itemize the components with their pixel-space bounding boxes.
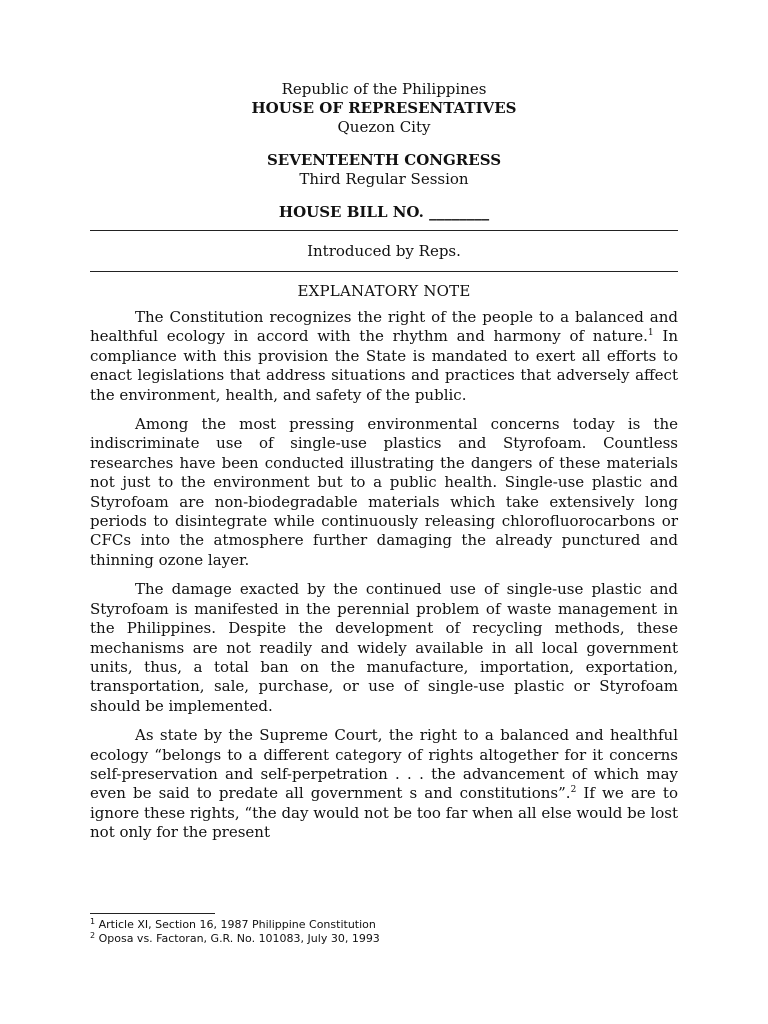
republic-line: Republic of the Philippines [281,80,487,98]
congress-line: SEVENTEENTH CONGRESS [266,151,502,169]
paragraph-4: As state by the Supreme Court, the right to a balanced and healthful ecology “belongs to a different category of rights altogether for it concerns self-preservation and self-perpetration . . . the advancement of which may even be said to predate all government s and constitutions”.$^2$ If we are to ignore these rights, “the day would not be too far when all else would be lost not only for the present [90,726,678,842]
footnotes [90,918,380,946]
footnote-ref-2: 2 [570,785,577,796]
paragraph-2: Among the most pressing environmental concerns today is the indiscriminate use of single-use plastics and Styrofoam. Countless researches have been conducted illustrating the dangers of these materials not just to the environment but to a public health. Single-use plastic and Styrofoam are non-biodegradable materials which take extensively long periods to disintegrate while continuously releasing chlorofluorocarbons or CFCs into the atmosphere further damaging the already punctured and thinning ozone layer. [90,415,678,569]
footnote-2: $^2$ Oposa vs. Factoran, G.R. No. 101083, July 30, 1993 [90,931,380,945]
footnote-ref-1: 1 [647,328,654,339]
footnote-divider [90,913,215,914]
paragraph-3: The damage exacted by the continued use of single-use plastic and Styrofoam is manifested in the perennial problem of waste management in the Philippines. Despite the development of recycling methods, these mechanisms are not readily and widely available in all local government units, thus, a total ban on the manufacture, importation, exportation, transportation, sale, purchase, or use of single-use plastic or Styrofoam should be implemented. [90,580,678,715]
house-line: HOUSE OF REPRESENTATIVES [251,99,517,117]
introduced-line: Introduced by Reps. [307,242,461,260]
explanatory-note-title: EXPLANATORY NOTE [297,282,471,300]
divider-bottom [90,271,678,272]
bill-number: HOUSE BILL NO. ________ [278,203,490,221]
city-line: Quezon City [337,118,431,136]
session-line: Third Regular Session [299,170,469,188]
paragraph-1: The Constitution recognizes the right of the people to a balanced and healthful ecology in accord with the rhythm and harmony of nature.$^1$ In compliance with this provision the State is mandated to exert all efforts to enact legislations that address situations and practices that adversely affect the environment, health, and safety of the public. [90,308,678,404]
document-page [90,80,678,853]
footnote-1: $^1$ Article XI, Section 16, 1987 Philippine Constitution [90,917,376,931]
